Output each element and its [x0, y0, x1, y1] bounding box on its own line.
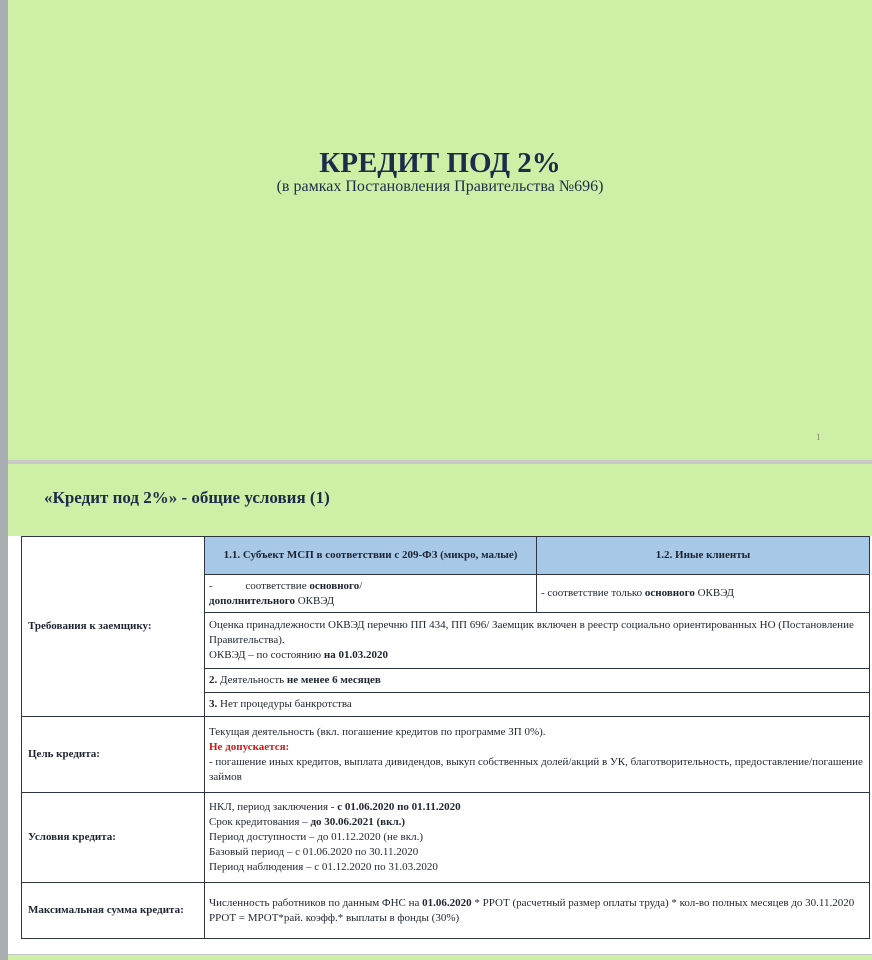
okved-sme-cell — [205, 575, 537, 613]
conditions-line-4: Базовый период – с 01.06.2020 по 30.11.2020 — [209, 846, 419, 858]
conditions-label: Условия кредита: — [22, 793, 205, 883]
purpose-line-1: Текущая деятельность (вкл. погашение кредитов по программе ЗП 0%). — [209, 725, 546, 738]
table-row-max-sum — [22, 883, 870, 939]
max-sum-date: 01.06.2020 — [422, 896, 472, 909]
page-number: 1 — [816, 432, 821, 442]
okved-assessment-text: Оценка принадлежности ОКВЭД перечню ПП 434, ПП 696/ Заемщик включен в реестр социально ориентированных НО (Постановление Правительства). — [209, 619, 854, 646]
okved-sme-slash: / — [359, 579, 363, 592]
okved-other-text: - соответствие только — [541, 587, 645, 599]
purpose-cell — [205, 717, 870, 793]
conditions-line-5: Период наблюдения – с 01.12.2020 по 31.03.2020 — [209, 861, 438, 873]
purpose-label: Цель кредита: — [22, 717, 205, 793]
conditions-line-2-text: Срок кредитования – — [209, 816, 311, 828]
viewer-left-edge — [0, 0, 8, 960]
purpose-not-allowed: Не допускается: — [209, 740, 290, 753]
max-sum-label: Максимальная сумма кредита: — [22, 883, 205, 939]
okved-sme-text: соответствие — [245, 579, 310, 592]
activity-duration: не менее 6 месяцев — [286, 674, 381, 686]
bankruptcy-text: Нет процедуры банкротства — [217, 698, 352, 710]
okved-other-cell — [537, 575, 870, 613]
activity-cell — [205, 669, 870, 693]
okved-sme-main: основного — [309, 579, 360, 592]
col-header-other-clients: 1.2. Иные клиенты — [537, 537, 870, 575]
okved-sme-suffix: ОКВЭД — [294, 594, 335, 607]
slide-2-header-band — [8, 464, 872, 536]
okved-assessment-cell — [205, 613, 870, 669]
conditions-line-1-text: НКЛ, период заключения - — [209, 801, 338, 813]
activity-number: 2. — [209, 674, 218, 686]
purpose-line-3: - погашение иных кредитов, выплата дивидендов, выкуп собственных долей/акций в УК, благотворительность, предоставление/погашение займов — [209, 755, 863, 783]
conditions-cell — [205, 793, 870, 883]
activity-text: Деятельность — [217, 674, 287, 686]
slide-3-edge — [8, 955, 872, 960]
conditions-table — [21, 536, 870, 939]
okved-other-main: основного — [644, 587, 695, 599]
slide-1 — [8, 0, 872, 460]
bankruptcy-cell — [205, 693, 870, 717]
conditions-line-1-dates: с 01.06.2020 по 01.11.2020 — [337, 801, 461, 813]
okved-date-text: ОКВЭД – по состоянию — [209, 649, 324, 661]
slide-subtitle: (в рамках Постановления Правительства №696) — [276, 178, 604, 195]
okved-date-value: на 01.03.2020 — [323, 649, 388, 661]
slide-title: КРЕДИТ ПОД 2% — [319, 147, 561, 179]
okved-sme-prefix: - — [209, 579, 216, 592]
table-header-row — [22, 537, 870, 575]
col-header-sme: 1.1. Субъект МСП в соответствии с 209-ФЗ (микро, малые) — [205, 537, 537, 575]
max-sum-line-1-rest: * РРОТ (расчетный размер оплаты труда) * кол-во полных месяцев до 30.11.2020 — [471, 896, 855, 909]
okved-sme-additional: дополнительного — [209, 594, 295, 607]
table-row-purpose — [22, 717, 870, 793]
slide-2 — [8, 464, 872, 954]
max-sum-line-2: РРОТ = МРОТ*рай. коэфф.* выплаты в фонды (30%) — [209, 911, 460, 924]
conditions-line-3: Период доступности – до 01.12.2020 (не вкл.) — [209, 831, 424, 843]
borrower-requirements-label: Требования к заемщику: — [22, 537, 205, 717]
table-row-conditions — [22, 793, 870, 883]
okved-other-suffix: ОКВЭД — [694, 587, 735, 599]
bankruptcy-number: 3. — [209, 698, 218, 710]
max-sum-cell — [205, 883, 870, 939]
slide-2-heading: «Кредит под 2%» - общие условия (1) — [44, 488, 330, 507]
max-sum-line-1-text: Численность работников по данным ФНС на — [209, 896, 423, 909]
conditions-line-2-date: до 30.06.2021 (вкл.) — [310, 816, 406, 828]
